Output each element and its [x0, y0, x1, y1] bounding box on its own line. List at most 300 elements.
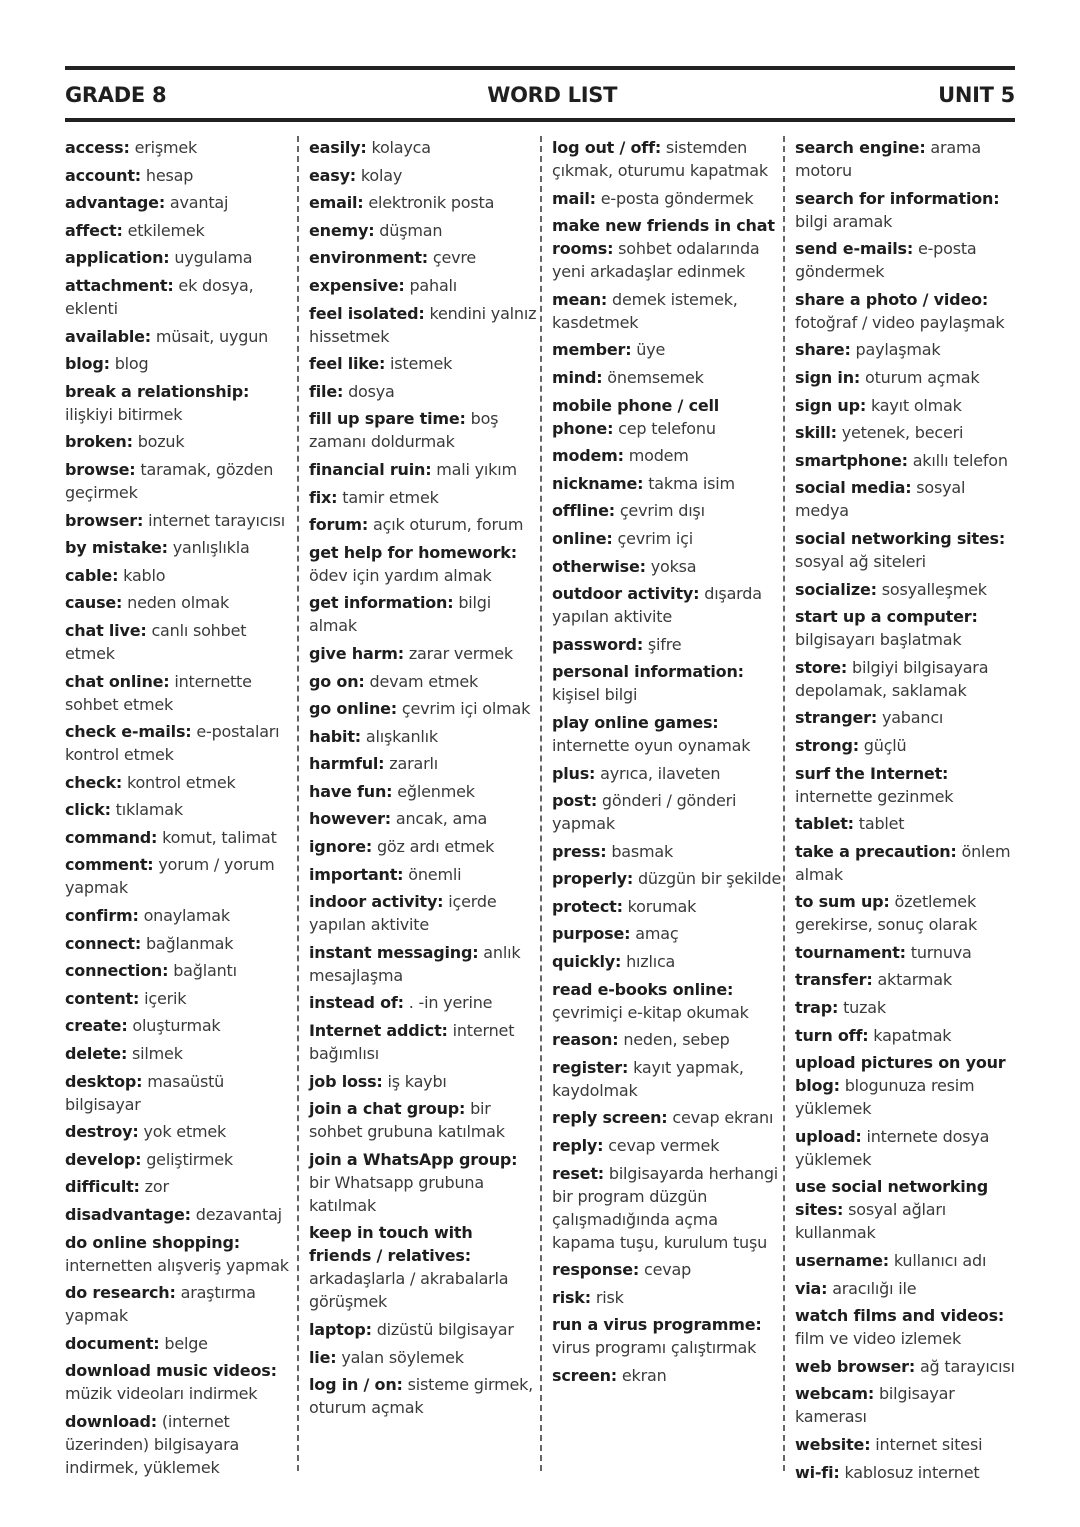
- term: mail:: [552, 188, 596, 208]
- word-entry: [552, 1286, 783, 1309]
- definition: bilgisayar kamerası: [795, 1384, 955, 1427]
- word-entry: [795, 421, 1015, 444]
- term: personal information:: [552, 662, 744, 682]
- definition: oturum açmak: [865, 367, 980, 387]
- term: account:: [65, 165, 141, 185]
- definition: özetlemek gerekirse, sonuç olarak: [795, 892, 978, 935]
- term: social networking sites:: [795, 528, 1006, 548]
- term: member:: [552, 340, 632, 360]
- word-entry: [552, 633, 783, 656]
- term: mobile phone / cell phone:: [552, 395, 720, 438]
- term: get information:: [309, 593, 454, 613]
- definition: sisteme girmek, oturum açmak: [309, 1375, 534, 1418]
- word-entry: [552, 555, 783, 578]
- definition: e-postaları kontrol etmek: [65, 722, 280, 765]
- word-column-2: [297, 136, 540, 1471]
- term: share:: [795, 340, 851, 360]
- term: search for information:: [795, 188, 1000, 208]
- word-entry: [65, 136, 289, 159]
- term: sign in:: [795, 367, 861, 387]
- term: smartphone:: [795, 450, 908, 470]
- word-entry: [65, 352, 289, 375]
- term: desktop:: [65, 1071, 143, 1091]
- word-entry: [795, 1175, 1015, 1244]
- word-entry: [65, 619, 289, 665]
- word-entry: [795, 288, 1015, 334]
- definition: internette oyun oynamak: [552, 735, 751, 755]
- definition: oluşturmak: [132, 1016, 221, 1036]
- term: check e-mails:: [65, 722, 192, 742]
- word-entry: [309, 219, 540, 242]
- term: username:: [795, 1251, 889, 1271]
- term: fill up spare time:: [309, 409, 466, 429]
- definition: sosyal ağ siteleri: [795, 551, 926, 571]
- term: develop:: [65, 1149, 142, 1169]
- word-entry: [65, 771, 289, 794]
- term: download:: [65, 1411, 157, 1431]
- word-entry: [552, 1364, 783, 1387]
- word-columns: [65, 136, 1015, 1482]
- term: environment:: [309, 248, 428, 268]
- term: fix:: [309, 487, 338, 507]
- word-entry: [65, 1410, 289, 1479]
- term: comment:: [65, 855, 154, 875]
- definition: amaç: [635, 924, 679, 944]
- word-entry: [309, 407, 540, 453]
- definition: çevrimiçi e-kitap okumak: [552, 1002, 749, 1022]
- definition: yok etmek: [143, 1122, 227, 1142]
- definition: cevap: [643, 1260, 692, 1280]
- definition: sosyal ağları kullanmak: [795, 1200, 947, 1243]
- word-entry: [65, 1281, 289, 1327]
- definition: kullanıcı adı: [893, 1251, 987, 1271]
- term: content:: [65, 988, 140, 1008]
- term: store:: [795, 657, 848, 677]
- term: browser:: [65, 510, 144, 530]
- term: mind:: [552, 367, 603, 387]
- definition: tuzak: [843, 998, 886, 1018]
- word-entry: [309, 752, 540, 775]
- definition: kolayca: [371, 138, 431, 157]
- word-entry: [795, 605, 1015, 651]
- word-entry: [65, 720, 289, 766]
- word-entry: [552, 214, 783, 283]
- word-entry: [309, 1221, 540, 1313]
- definition: tamir etmek: [342, 487, 439, 507]
- definition: taramak, gözden geçirmek: [65, 459, 274, 502]
- definition: neden, sebep: [623, 1030, 730, 1050]
- word-entry: [795, 476, 1015, 522]
- definition: uygulama: [174, 248, 253, 268]
- term: screen:: [552, 1366, 617, 1385]
- word-entry: [795, 338, 1015, 361]
- word-entry: [65, 164, 289, 187]
- word-entry: [309, 541, 540, 587]
- definition: cevap vermek: [608, 1136, 720, 1156]
- term: blog:: [65, 354, 110, 374]
- definition: düşman: [379, 220, 443, 240]
- word-column-4: [783, 136, 1015, 1482]
- definition: müsait, uygun: [155, 326, 269, 346]
- word-entry: [552, 394, 783, 440]
- definition: içerde yapılan aktivite: [309, 892, 497, 935]
- definition: avantaj: [169, 193, 229, 213]
- term: have fun:: [309, 781, 393, 801]
- word-entry: [65, 191, 289, 214]
- word-entry: [552, 762, 783, 785]
- term: join a WhatsApp group:: [309, 1149, 518, 1169]
- term: do online shopping:: [65, 1232, 240, 1252]
- word-column-1: [65, 136, 297, 1477]
- definition: devam etmek: [369, 671, 479, 691]
- definition: sohbet odalarında yeni arkadaşlar edinmek: [552, 239, 760, 282]
- term: forum:: [309, 515, 369, 535]
- term: password:: [552, 634, 644, 654]
- term: advantage:: [65, 193, 166, 213]
- word-entry: [65, 1014, 289, 1037]
- word-entry: [552, 867, 783, 890]
- definition: ekran: [621, 1366, 667, 1385]
- definition: basmak: [611, 841, 674, 861]
- term: make new friends in chat rooms:: [552, 216, 775, 259]
- word-entry: [795, 237, 1015, 283]
- term: instead of:: [309, 993, 404, 1013]
- term: file:: [309, 381, 344, 401]
- definition: internet bağımlısı: [309, 1021, 515, 1064]
- definition: komut, talimat: [162, 827, 277, 847]
- word-entry: [795, 1249, 1015, 1272]
- word-entry: [795, 1433, 1015, 1456]
- term: by mistake:: [65, 538, 168, 558]
- term: play online games:: [552, 712, 719, 732]
- definition: internette sohbet etmek: [65, 671, 252, 714]
- definition: ağ tarayıcısı: [919, 1356, 1015, 1376]
- definition: iş kaybı: [387, 1071, 447, 1091]
- term: online:: [552, 528, 613, 548]
- term: financial ruin:: [309, 459, 432, 479]
- definition: eğlenmek: [397, 781, 475, 801]
- grade-label: GRADE 8: [65, 83, 167, 107]
- word-entry: [552, 789, 783, 835]
- word-entry: [65, 904, 289, 927]
- word-entry: [552, 660, 783, 706]
- term: confirm:: [65, 906, 139, 926]
- word-entry: [552, 582, 783, 628]
- definition: bilgisayarı başlatmak: [795, 630, 962, 650]
- word-entry: [309, 486, 540, 509]
- word-entry: [552, 950, 783, 973]
- word-entry: [309, 890, 540, 936]
- term: share a photo / video:: [795, 289, 989, 309]
- word-entry: [795, 578, 1015, 601]
- definition: bir Whatsapp grubuna katılmak: [309, 1172, 484, 1215]
- definition: zor: [144, 1177, 169, 1197]
- definition: paylaşmak: [855, 340, 941, 360]
- definition: göz ardı etmek: [376, 837, 495, 857]
- definition: yetenek, beceri: [841, 423, 964, 443]
- definition: internet tarayıcısı: [148, 510, 286, 530]
- definition: cep telefonu: [618, 418, 716, 438]
- definition: blogunuza resim yüklemek: [795, 1076, 975, 1119]
- word-entry: [552, 472, 783, 495]
- unit-label: UNIT 5: [938, 83, 1015, 107]
- term: log out / off:: [552, 138, 662, 157]
- word-entry: [552, 1162, 783, 1254]
- term: check:: [65, 772, 123, 792]
- term: however:: [309, 809, 391, 829]
- term: socialize:: [795, 579, 877, 599]
- term: keep in touch with friends / relatives:: [309, 1223, 473, 1266]
- word-entry: [65, 1175, 289, 1198]
- definition: onaylamak: [143, 906, 230, 926]
- definition: bozuk: [137, 432, 185, 452]
- term: indoor activity:: [309, 892, 444, 912]
- definition: açık oturum, forum: [373, 515, 524, 535]
- word-entry: [65, 325, 289, 348]
- definition: gönderi / gönderi yapmak: [552, 791, 737, 834]
- term: application:: [65, 248, 170, 268]
- word-entry: [65, 591, 289, 614]
- word-entry: [309, 725, 540, 748]
- word-entry: [795, 136, 1015, 182]
- word-entry: [552, 711, 783, 757]
- term: document:: [65, 1333, 160, 1353]
- word-entry: [309, 380, 540, 403]
- word-entry: [795, 706, 1015, 729]
- term: feel like:: [309, 354, 386, 374]
- definition: demek istemek, kasdetmek: [552, 289, 738, 332]
- word-entry: [552, 922, 783, 945]
- term: affect:: [65, 220, 123, 240]
- word-entry: [65, 274, 289, 320]
- definition: çevre: [432, 248, 477, 268]
- term: press:: [552, 841, 607, 861]
- term: expensive:: [309, 275, 405, 295]
- term: go online:: [309, 699, 398, 719]
- word-entry: [65, 670, 289, 716]
- term: tournament:: [795, 942, 906, 962]
- definition: blog: [114, 354, 149, 374]
- word-entry: [552, 499, 783, 522]
- term: click:: [65, 800, 111, 820]
- word-entry: [309, 246, 540, 269]
- word-entry: [309, 302, 540, 348]
- term: trap:: [795, 998, 839, 1018]
- word-entry: [309, 1318, 540, 1341]
- word-entry: [309, 1346, 540, 1369]
- definition: istemek: [390, 354, 453, 374]
- word-entry: [795, 812, 1015, 835]
- word-entry: [65, 1231, 289, 1277]
- word-entry: [795, 527, 1015, 573]
- word-entry: [552, 978, 783, 1024]
- definition: kablo: [123, 565, 166, 585]
- term: modem:: [552, 446, 624, 466]
- definition: araştırma yapmak: [65, 1283, 256, 1326]
- word-entry: [552, 366, 783, 389]
- term: available:: [65, 326, 151, 346]
- definition: bilgiyi bilgisayara depolamak, saklamak: [795, 657, 989, 700]
- definition: zararlı: [389, 754, 438, 774]
- term: break a relationship:: [65, 381, 250, 401]
- definition: kablosuz internet: [844, 1462, 980, 1482]
- definition: virus programı çalıştırmak: [552, 1338, 757, 1358]
- term: protect:: [552, 896, 623, 916]
- definition: dosya: [348, 381, 395, 401]
- word-entry: [309, 835, 540, 858]
- word-entry: [552, 1028, 783, 1051]
- word-entry: [309, 1097, 540, 1143]
- term: to sum up:: [795, 892, 890, 912]
- term: harmful:: [309, 754, 385, 774]
- word-entry: [65, 1148, 289, 1171]
- word-entry: [795, 1125, 1015, 1171]
- term: social media:: [795, 478, 912, 498]
- definition: mali yıkım: [436, 459, 517, 479]
- term: purpose:: [552, 924, 631, 944]
- word-entry: [552, 136, 783, 182]
- definition: tıklamak: [115, 800, 183, 820]
- word-entry: [65, 853, 289, 899]
- word-entry: [795, 1355, 1015, 1378]
- definition: dizüstü bilgisayar: [376, 1320, 514, 1339]
- term: access:: [65, 138, 130, 157]
- definition: şifre: [647, 634, 682, 654]
- term: email:: [309, 193, 364, 213]
- definition: zarar vermek: [408, 643, 513, 663]
- term: website:: [795, 1435, 871, 1454]
- definition: üye: [636, 340, 666, 360]
- term: upload:: [795, 1126, 862, 1146]
- word-entry: [309, 352, 540, 375]
- definition: kendini yalnız hissetmek: [309, 303, 537, 346]
- term: reply screen:: [552, 1108, 668, 1128]
- word-entry: [795, 968, 1015, 991]
- term: get help for homework:: [309, 542, 517, 562]
- definition: hızlıca: [626, 952, 676, 972]
- term: delete:: [65, 1044, 128, 1064]
- word-entry: [795, 1382, 1015, 1428]
- definition: yabancı: [881, 708, 944, 728]
- definition: arama motoru: [795, 138, 982, 180]
- definition: aktarmak: [877, 970, 952, 990]
- word-entry: [552, 840, 783, 863]
- term: via:: [795, 1278, 828, 1298]
- definition: internetten alışveriş yapmak: [65, 1255, 289, 1275]
- term: give harm:: [309, 643, 404, 663]
- term: instant messaging:: [309, 942, 479, 962]
- term: web browser:: [795, 1356, 916, 1376]
- word-entry: [309, 164, 540, 187]
- word-entry: [309, 513, 540, 536]
- term: habit:: [309, 726, 361, 746]
- definition: boş zamanı doldurmak: [309, 409, 499, 452]
- term: sign up:: [795, 395, 867, 415]
- definition: internet sitesi: [875, 1435, 983, 1454]
- word-entry: [65, 1332, 289, 1355]
- term: take a precaution:: [795, 841, 957, 861]
- word-entry: [309, 780, 540, 803]
- word-list-page: [65, 66, 1015, 1482]
- word-entry: [309, 991, 540, 1014]
- term: disadvantage:: [65, 1205, 191, 1224]
- word-entry: [65, 219, 289, 242]
- definition: bilgi almak: [309, 593, 491, 636]
- definition: ödev için yardım almak: [309, 565, 492, 585]
- definition: ancak, ama: [395, 809, 488, 829]
- term: chat live:: [65, 620, 147, 640]
- definition: fotoğraf / video paylaşmak: [795, 312, 1005, 332]
- term: webcam:: [795, 1384, 875, 1404]
- term: join a chat group:: [309, 1099, 466, 1119]
- definition: kayıt yapmak, kaydolmak: [552, 1057, 744, 1100]
- definition: ilişkiyi bitirmek: [65, 404, 183, 424]
- word-entry: [795, 941, 1015, 964]
- word-entry: [65, 509, 289, 532]
- term: post:: [552, 791, 598, 811]
- term: Internet addict:: [309, 1021, 448, 1041]
- word-entry: [795, 734, 1015, 757]
- term: response:: [552, 1260, 640, 1280]
- definition: hesap: [145, 165, 194, 185]
- word-entry: [309, 1373, 540, 1419]
- definition: anlık mesajlaşma: [309, 942, 521, 985]
- word-entry: [65, 1042, 289, 1065]
- definition: dışarda yapılan aktivite: [552, 584, 762, 627]
- definition: ayrıca, ilaveten: [600, 763, 721, 783]
- word-entry: [552, 527, 783, 550]
- term: browse:: [65, 459, 136, 479]
- word-entry: [552, 1313, 783, 1359]
- definition: aracılığı ile: [832, 1278, 917, 1298]
- word-entry: [65, 536, 289, 559]
- term: easy:: [309, 165, 357, 185]
- definition: silmek: [132, 1044, 183, 1064]
- definition: önlem almak: [795, 841, 1011, 884]
- word-entry: [65, 826, 289, 849]
- term: start up a computer:: [795, 607, 978, 627]
- definition: belge: [164, 1333, 208, 1353]
- word-column-3: [540, 136, 783, 1471]
- definition: bağlantı: [173, 961, 237, 981]
- term: plus:: [552, 763, 596, 783]
- term: stranger:: [795, 708, 878, 728]
- term: wi-fi:: [795, 1462, 840, 1482]
- term: use social networking sites:: [795, 1177, 988, 1220]
- definition: film ve video izlemek: [795, 1329, 962, 1349]
- definition: masaüstü bilgisayar: [65, 1071, 225, 1114]
- term: connect:: [65, 933, 142, 953]
- word-entry: [795, 1277, 1015, 1300]
- definition: önemli: [408, 864, 462, 884]
- word-entry: [795, 366, 1015, 389]
- definition: . -in yerine: [408, 993, 493, 1013]
- definition: internete dosya yüklemek: [795, 1126, 990, 1169]
- term: strong:: [795, 735, 859, 755]
- definition: çevrim içi olmak: [401, 699, 531, 719]
- definition: turnuva: [910, 942, 972, 962]
- definition: bir sohbet grubuna katılmak: [309, 1099, 505, 1142]
- term: reply:: [552, 1136, 604, 1156]
- word-entry: [65, 564, 289, 587]
- definition: içerik: [144, 988, 187, 1008]
- definition: düzgün bir şekilde: [637, 869, 782, 889]
- definition: kapatmak: [873, 1025, 952, 1045]
- word-entry: [552, 1106, 783, 1129]
- definition: ek dosya, eklenti: [65, 275, 254, 318]
- definition: akıllı telefon: [912, 450, 1008, 470]
- word-entry: [795, 890, 1015, 936]
